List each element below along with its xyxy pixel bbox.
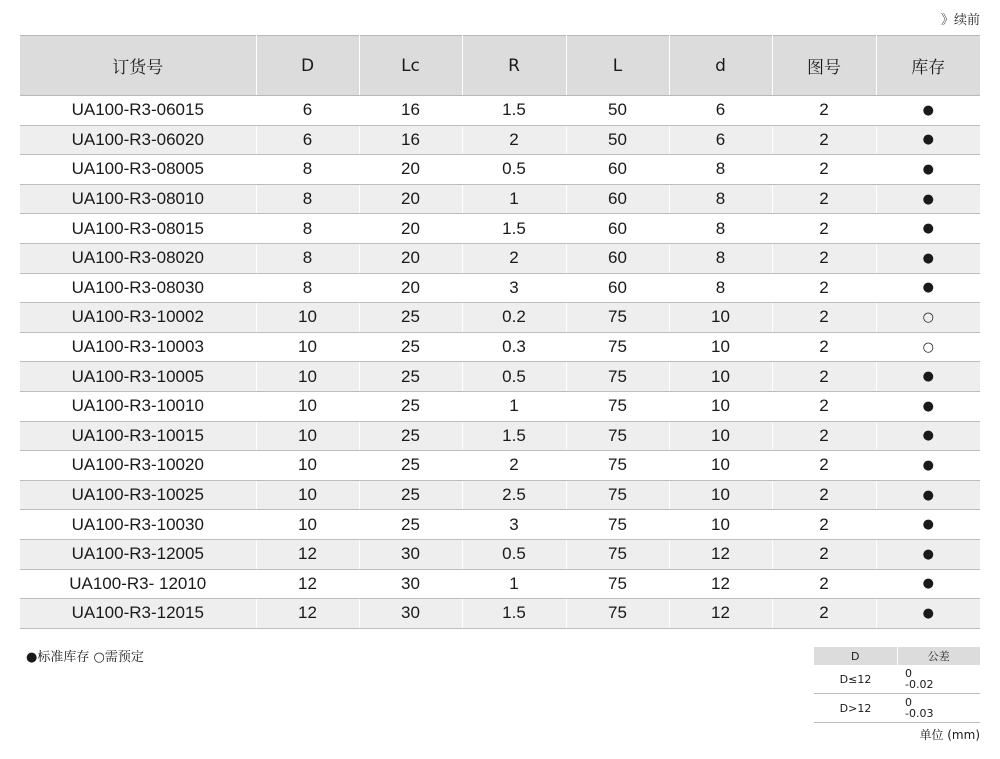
- cell-l-length: 75: [566, 391, 669, 421]
- cell-stock: ●: [876, 273, 980, 303]
- cell-l-length: 75: [566, 569, 669, 599]
- cell-l-length: 75: [566, 510, 669, 540]
- cell-r-radius: 0.5: [462, 539, 566, 569]
- cell-d-diameter: 8: [256, 155, 359, 185]
- cell-stock: ●: [876, 96, 980, 126]
- cell-order-no: UA100-R3-08010: [20, 184, 256, 214]
- cell-shank-d: 10: [669, 303, 772, 333]
- cell-d-diameter: 10: [256, 451, 359, 481]
- cell-order-no: UA100-R3-10030: [20, 510, 256, 540]
- cell-order-no: UA100-R3-08030: [20, 273, 256, 303]
- cell-drawing-no: 2: [772, 362, 876, 392]
- cell-shank-d: 10: [669, 451, 772, 481]
- cell-lc-length: 25: [359, 510, 462, 540]
- tolerance-row: [814, 665, 980, 694]
- table-body: [20, 96, 980, 629]
- continued-label: 》续前: [940, 13, 980, 28]
- cell-order-no: UA100-R3-10025: [20, 480, 256, 510]
- cell-r-radius: 1: [462, 569, 566, 599]
- column-header-shank-d: d: [669, 36, 772, 96]
- cell-r-radius: 3: [462, 510, 566, 540]
- cell-drawing-no: 2: [772, 125, 876, 155]
- table-row: [20, 155, 980, 185]
- cell-order-no: UA100-R3-08020: [20, 243, 256, 273]
- cell-d-diameter: 10: [256, 510, 359, 540]
- cell-l-length: 75: [566, 303, 669, 333]
- cell-r-radius: 1.5: [462, 421, 566, 451]
- cell-shank-d: 10: [669, 421, 772, 451]
- cell-order-no: UA100-R3-08015: [20, 214, 256, 244]
- cell-drawing-no: 2: [772, 96, 876, 126]
- cell-lc-length: 30: [359, 599, 462, 629]
- table-row: [20, 362, 980, 392]
- table-row: [20, 332, 980, 362]
- cell-l-length: 75: [566, 362, 669, 392]
- tolerance-upper: 0: [905, 696, 912, 709]
- tolerance-row: [814, 694, 980, 723]
- table-row: [20, 510, 980, 540]
- cell-drawing-no: 2: [772, 451, 876, 481]
- cell-lc-length: 20: [359, 184, 462, 214]
- table-row: [20, 569, 980, 599]
- cell-drawing-no: 2: [772, 480, 876, 510]
- cell-d-diameter: 12: [256, 539, 359, 569]
- cell-r-radius: 0.5: [462, 155, 566, 185]
- cell-lc-length: 25: [359, 303, 462, 333]
- cell-r-radius: 1.5: [462, 214, 566, 244]
- tolerance-table: [814, 647, 980, 723]
- cell-order-no: UA100-R3-10005: [20, 362, 256, 392]
- column-header-drawing-no: 图号: [772, 36, 876, 96]
- cell-order-no: UA100-R3-10010: [20, 391, 256, 421]
- table-row: [20, 214, 980, 244]
- cell-l-length: 75: [566, 599, 669, 629]
- cell-lc-length: 20: [359, 214, 462, 244]
- cell-drawing-no: 2: [772, 155, 876, 185]
- cell-stock: ●: [876, 539, 980, 569]
- tolerance-value: [897, 694, 980, 723]
- table-row: [20, 451, 980, 481]
- cell-lc-length: 30: [359, 539, 462, 569]
- tolerance-d-range: D>12: [814, 694, 897, 723]
- column-header-r-radius: R: [462, 36, 566, 96]
- cell-order-no: UA100-R3-10003: [20, 332, 256, 362]
- cell-shank-d: 8: [669, 243, 772, 273]
- cell-order-no: UA100-R3-06015: [20, 96, 256, 126]
- cell-d-diameter: 6: [256, 96, 359, 126]
- cell-d-diameter: 8: [256, 273, 359, 303]
- cell-l-length: 60: [566, 273, 669, 303]
- cell-l-length: 60: [566, 155, 669, 185]
- tolerance-lower: -0.03: [905, 707, 934, 720]
- table-row: [20, 125, 980, 155]
- cell-lc-length: 25: [359, 332, 462, 362]
- cell-stock: ●: [876, 510, 980, 540]
- cell-r-radius: 1.5: [462, 599, 566, 629]
- cell-d-diameter: 12: [256, 569, 359, 599]
- cell-stock: ●: [876, 480, 980, 510]
- cell-d-diameter: 12: [256, 599, 359, 629]
- cell-lc-length: 25: [359, 421, 462, 451]
- column-header-l-length: L: [566, 36, 669, 96]
- cell-stock: ●: [876, 243, 980, 273]
- cell-drawing-no: 2: [772, 273, 876, 303]
- cell-r-radius: 0.3: [462, 332, 566, 362]
- cell-r-radius: 2.5: [462, 480, 566, 510]
- cell-lc-length: 20: [359, 273, 462, 303]
- cell-stock: ●: [876, 391, 980, 421]
- cell-d-diameter: 8: [256, 184, 359, 214]
- cell-r-radius: 0.5: [462, 362, 566, 392]
- table-row: [20, 480, 980, 510]
- table-row: [20, 273, 980, 303]
- cell-l-length: 60: [566, 214, 669, 244]
- cell-drawing-no: 2: [772, 303, 876, 333]
- cell-l-length: 75: [566, 480, 669, 510]
- tolerance-value: [897, 665, 980, 694]
- cell-shank-d: 12: [669, 569, 772, 599]
- cell-drawing-no: 2: [772, 539, 876, 569]
- cell-lc-length: 30: [359, 569, 462, 599]
- cell-lc-length: 20: [359, 155, 462, 185]
- table-row: [20, 243, 980, 273]
- standard-stock-label: 标准库存: [37, 650, 90, 665]
- cell-order-no: UA100-R3-10015: [20, 421, 256, 451]
- tolerance-header-tol: 公差: [897, 647, 980, 665]
- cell-shank-d: 8: [669, 214, 772, 244]
- table-row: [20, 391, 980, 421]
- cell-r-radius: 2: [462, 451, 566, 481]
- cell-lc-length: 25: [359, 362, 462, 392]
- cell-order-no: UA100-R3- 12010: [20, 569, 256, 599]
- cell-shank-d: 6: [669, 125, 772, 155]
- standard-stock-symbol: ●: [26, 650, 38, 665]
- product-spec-table: [20, 35, 980, 629]
- cell-stock: ●: [876, 421, 980, 451]
- cell-r-radius: 1.5: [462, 96, 566, 126]
- cell-shank-d: 12: [669, 599, 772, 629]
- cell-r-radius: 2: [462, 243, 566, 273]
- cell-l-length: 60: [566, 184, 669, 214]
- column-header-lc-length: Lc: [359, 36, 462, 96]
- cell-shank-d: 10: [669, 510, 772, 540]
- cell-order-no: UA100-R3-06020: [20, 125, 256, 155]
- table-row: [20, 303, 980, 333]
- table-row: [20, 184, 980, 214]
- cell-l-length: 75: [566, 539, 669, 569]
- cell-l-length: 60: [566, 243, 669, 273]
- cell-l-length: 75: [566, 451, 669, 481]
- order-required-label: 需预定: [104, 650, 144, 665]
- stock-legend: [26, 646, 144, 665]
- cell-drawing-no: 2: [772, 391, 876, 421]
- table-row: [20, 96, 980, 126]
- cell-lc-length: 25: [359, 451, 462, 481]
- cell-drawing-no: 2: [772, 421, 876, 451]
- cell-r-radius: 0.2: [462, 303, 566, 333]
- order-required-symbol: ○: [93, 650, 105, 665]
- cell-drawing-no: 2: [772, 243, 876, 273]
- cell-drawing-no: 2: [772, 569, 876, 599]
- cell-d-diameter: 6: [256, 125, 359, 155]
- cell-order-no: UA100-R3-12005: [20, 539, 256, 569]
- cell-stock: ●: [876, 214, 980, 244]
- cell-shank-d: 8: [669, 184, 772, 214]
- tolerance-lower: -0.02: [905, 678, 934, 691]
- cell-shank-d: 10: [669, 332, 772, 362]
- cell-stock: ●: [876, 155, 980, 185]
- cell-drawing-no: 2: [772, 214, 876, 244]
- cell-stock: ○: [876, 332, 980, 362]
- cell-drawing-no: 2: [772, 332, 876, 362]
- cell-lc-length: 25: [359, 480, 462, 510]
- cell-r-radius: 1: [462, 391, 566, 421]
- table-header-row: [20, 36, 980, 96]
- tolerance-d-range: D≤12: [814, 665, 897, 694]
- cell-stock: ●: [876, 362, 980, 392]
- cell-d-diameter: 8: [256, 214, 359, 244]
- cell-d-diameter: 8: [256, 243, 359, 273]
- cell-lc-length: 25: [359, 391, 462, 421]
- cell-stock: ●: [876, 451, 980, 481]
- column-header-d-diameter: D: [256, 36, 359, 96]
- cell-d-diameter: 10: [256, 391, 359, 421]
- tolerance-upper: 0: [905, 667, 912, 680]
- cell-stock: ●: [876, 184, 980, 214]
- cell-order-no: UA100-R3-12015: [20, 599, 256, 629]
- cell-shank-d: 10: [669, 362, 772, 392]
- cell-order-no: UA100-R3-10002: [20, 303, 256, 333]
- cell-stock: ●: [876, 569, 980, 599]
- table-row: [20, 539, 980, 569]
- table-row: [20, 599, 980, 629]
- cell-l-length: 50: [566, 96, 669, 126]
- cell-lc-length: 16: [359, 125, 462, 155]
- cell-order-no: UA100-R3-08005: [20, 155, 256, 185]
- cell-d-diameter: 10: [256, 303, 359, 333]
- cell-r-radius: 2: [462, 125, 566, 155]
- cell-d-diameter: 10: [256, 362, 359, 392]
- cell-shank-d: 12: [669, 539, 772, 569]
- cell-lc-length: 16: [359, 96, 462, 126]
- cell-shank-d: 10: [669, 391, 772, 421]
- cell-drawing-no: 2: [772, 510, 876, 540]
- tolerance-header-row: [814, 647, 980, 665]
- cell-drawing-no: 2: [772, 184, 876, 214]
- cell-stock: ○: [876, 303, 980, 333]
- cell-d-diameter: 10: [256, 480, 359, 510]
- cell-l-length: 75: [566, 421, 669, 451]
- tolerance-header-d: D: [814, 647, 897, 665]
- cell-lc-length: 20: [359, 243, 462, 273]
- cell-d-diameter: 10: [256, 332, 359, 362]
- cell-d-diameter: 10: [256, 421, 359, 451]
- cell-drawing-no: 2: [772, 599, 876, 629]
- unit-label: 单位 (mm): [919, 728, 980, 742]
- cell-shank-d: 10: [669, 480, 772, 510]
- cell-r-radius: 1: [462, 184, 566, 214]
- cell-stock: ●: [876, 125, 980, 155]
- cell-shank-d: 8: [669, 155, 772, 185]
- cell-shank-d: 6: [669, 96, 772, 126]
- table-row: [20, 421, 980, 451]
- cell-l-length: 75: [566, 332, 669, 362]
- cell-l-length: 50: [566, 125, 669, 155]
- cell-shank-d: 8: [669, 273, 772, 303]
- cell-order-no: UA100-R3-10020: [20, 451, 256, 481]
- column-header-order-no: 订货号: [20, 36, 256, 96]
- column-header-stock: 库存: [876, 36, 980, 96]
- cell-stock: ●: [876, 599, 980, 629]
- cell-r-radius: 3: [462, 273, 566, 303]
